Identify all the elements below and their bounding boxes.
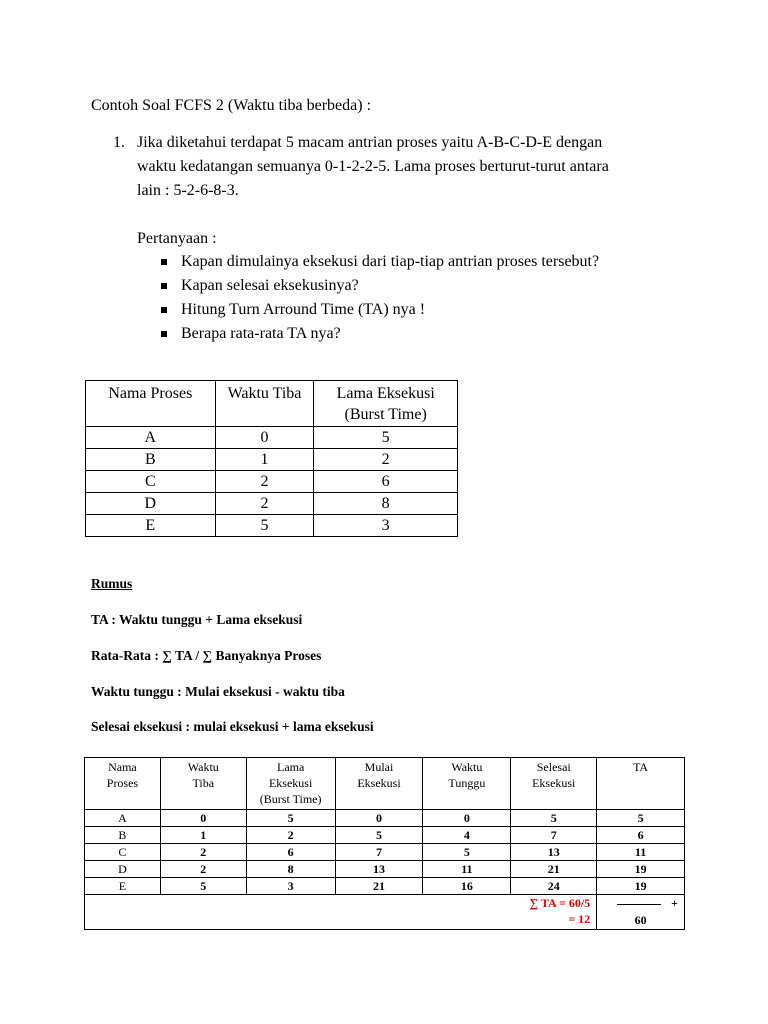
table-header-row bbox=[86, 381, 458, 427]
question-line: waktu kedatangan semuanya 0-1-2-2-5. Lama proses berturut-turut antara bbox=[137, 158, 609, 175]
sum-ta-text: ∑ TA = 60/5 bbox=[529, 896, 591, 910]
question-text bbox=[137, 131, 697, 203]
table-header-cell: Mulai Eksekusi bbox=[335, 758, 423, 810]
table-row: E 5 3 21 16 24 19 bbox=[85, 878, 685, 895]
formula-finish-time: Selesai eksekusi : mulai eksekusi + lama eksekusi bbox=[91, 719, 374, 734]
table-header-cell: Nama Proses bbox=[85, 758, 161, 810]
question-line: Jika diketahui terdapat 5 macam antrian proses yaitu A-B-C-D-E dengan bbox=[137, 134, 603, 151]
process-table bbox=[85, 380, 458, 537]
questions-list bbox=[159, 250, 599, 346]
average-ta-text: = 12 bbox=[568, 912, 591, 926]
table-header-cell: Waktu Tiba bbox=[215, 381, 314, 427]
table-header-cell: Lama Eksekusi (Burst Time) bbox=[246, 758, 335, 810]
list-item: Hitung Turn Arround Time (TA) nya ! bbox=[159, 298, 599, 322]
table-header-row bbox=[85, 758, 685, 810]
question-number: 1. bbox=[113, 134, 125, 151]
list-item: Kapan dimulainya eksekusi dari tiap-tiap antrian proses tersebut? bbox=[159, 250, 599, 274]
fcfs-result-table bbox=[84, 757, 685, 930]
question-line: lain : 5-2-6-8-3. bbox=[137, 182, 239, 199]
table-header-cell: Waktu Tunggu bbox=[423, 758, 511, 810]
square-bullet-icon bbox=[161, 307, 167, 313]
table-header-cell: TA bbox=[597, 758, 685, 810]
document-title: Contoh Soal FCFS 2 (Waktu tiba berbeda) : bbox=[91, 97, 372, 114]
sum-line bbox=[617, 904, 661, 905]
table-row: B 1 2 5 4 7 6 bbox=[85, 827, 685, 844]
table-row: E 5 3 bbox=[86, 515, 458, 537]
square-bullet-icon bbox=[161, 283, 167, 289]
ta-total: 60 bbox=[634, 913, 647, 927]
formula-average: Rata-Rata : ∑ TA / ∑ Banyaknya Proses bbox=[91, 648, 322, 663]
table-header-cell: Selesai Eksekusi bbox=[511, 758, 597, 810]
square-bullet-icon bbox=[161, 331, 167, 337]
table-sum-row bbox=[85, 895, 685, 930]
table-row: D 2 8 bbox=[86, 493, 458, 515]
table-row: C 2 6 7 5 13 11 bbox=[85, 844, 685, 861]
table-header-cell: Nama Proses bbox=[86, 381, 216, 427]
formula-ta: TA : Waktu tunggu + Lama eksekusi bbox=[91, 612, 303, 627]
table-row: D 2 8 13 11 21 19 bbox=[85, 861, 685, 878]
list-item: Berapa rata-rata TA nya? bbox=[159, 322, 599, 346]
table-row: B 1 2 bbox=[86, 449, 458, 471]
table-row: A 0 5 bbox=[86, 427, 458, 449]
square-bullet-icon bbox=[161, 259, 167, 265]
table-header-cell: Waktu Tiba bbox=[160, 758, 246, 810]
table-header-cell: Lama Eksekusi (Burst Time) bbox=[314, 381, 458, 427]
ta-total-cell bbox=[597, 895, 685, 930]
formula-waiting-time: Waktu tunggu : Mulai eksekusi - waktu tiba bbox=[91, 684, 345, 699]
formula-heading: Rumus bbox=[91, 576, 133, 591]
list-item: Kapan selesai eksekusinya? bbox=[159, 274, 599, 298]
average-result bbox=[85, 895, 597, 930]
plus-sign: + bbox=[671, 896, 678, 910]
table-row: A 0 5 0 0 5 5 bbox=[85, 810, 685, 827]
table-row: C 2 6 bbox=[86, 471, 458, 493]
questions-label: Pertanyaan : bbox=[137, 230, 217, 247]
